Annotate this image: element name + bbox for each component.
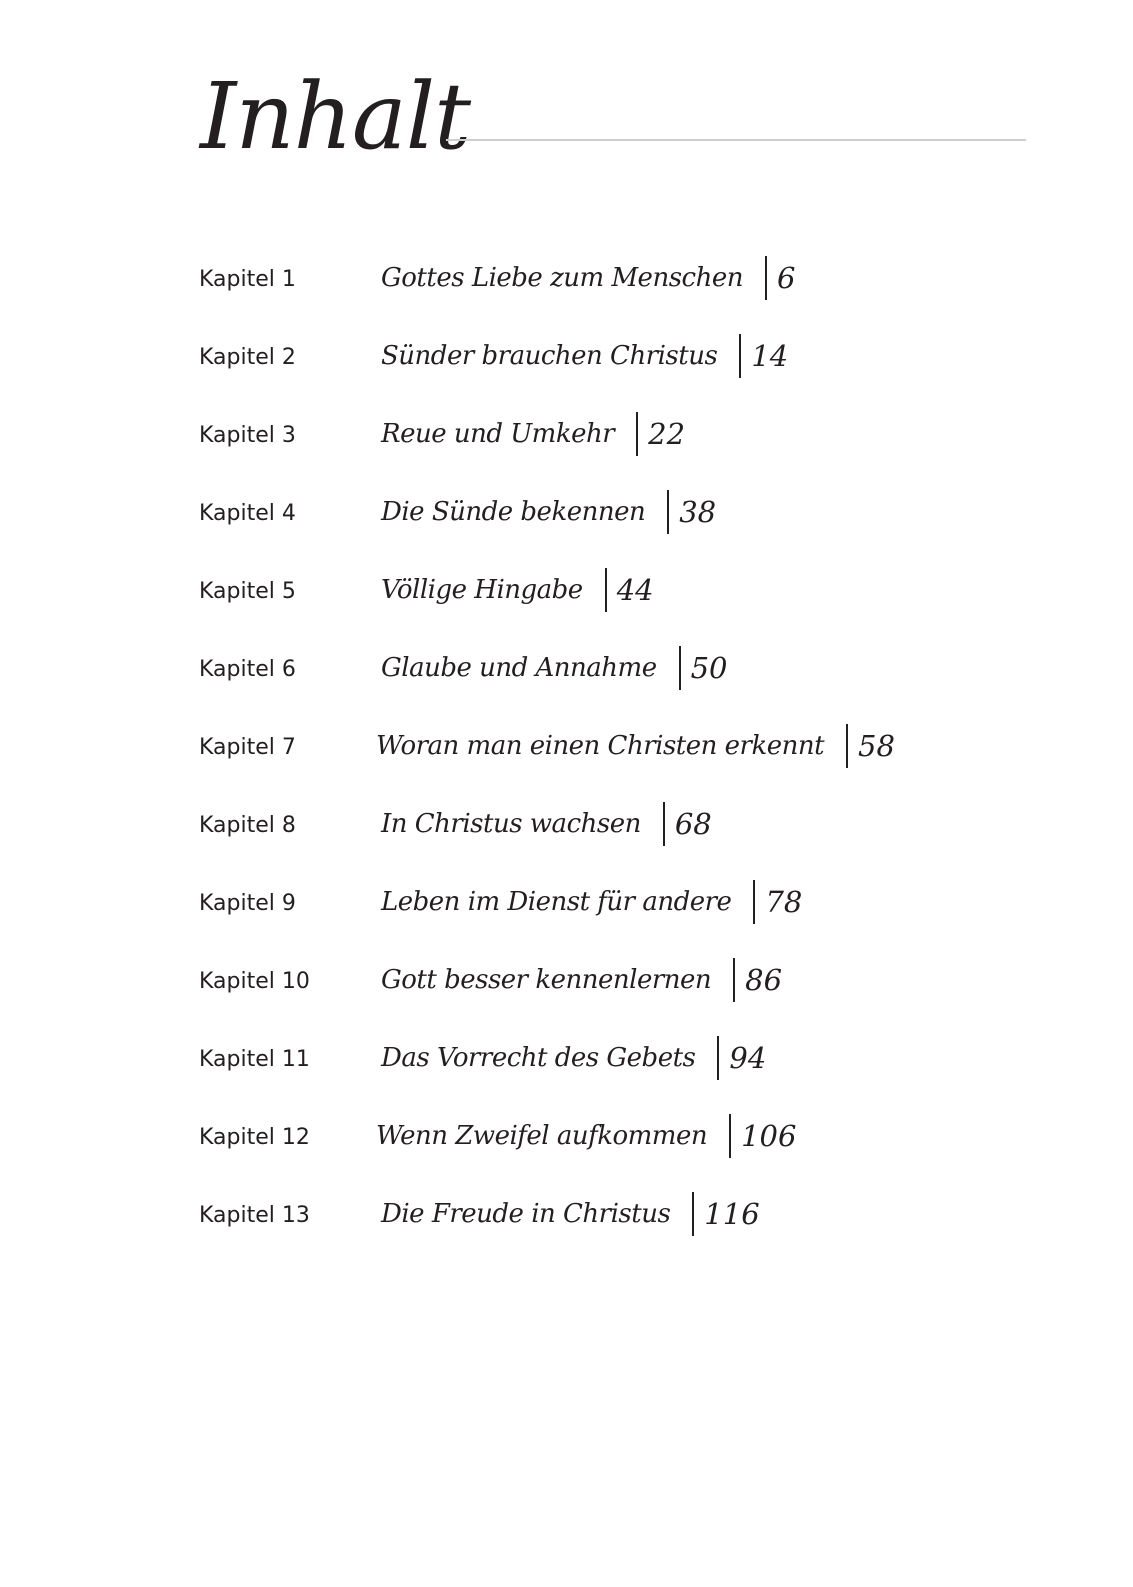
page-title: Inhalt [200,63,471,170]
chapter-title: Gott besser kennenlernen [381,965,712,995]
separator [679,646,681,690]
chapter-entry [381,644,727,692]
page-number: 94 [729,1041,767,1075]
chapter-title: Glaube und Annahme [381,653,657,683]
separator [765,256,767,300]
toc-row-10[interactable] [0,952,1133,1012]
chapter-title: Die Sünde bekennen [381,497,646,527]
page-number: 86 [745,963,783,997]
page-number: 22 [648,417,686,451]
chapter-label: Kapitel 7 [199,735,296,760]
chapter-entry [381,800,712,848]
chapter-label: Kapitel 8 [199,813,296,838]
page-number: 78 [765,885,803,919]
chapter-label: Kapitel 10 [199,969,310,994]
chapter-label: Kapitel 13 [199,1203,310,1228]
chapter-entry [381,1034,766,1082]
chapter-label: Kapitel 1 [199,267,296,292]
toc-row-4[interactable] [0,484,1133,544]
page-number: 14 [751,339,789,373]
separator [663,802,665,846]
chapter-entry [381,1190,760,1238]
separator [605,568,607,612]
separator [846,724,848,768]
chapter-title: Sünder brauchen Christus [381,341,718,371]
chapter-entry [381,566,654,614]
page-number: 6 [776,261,796,295]
chapter-title: Woran man einen Christen erkennt [376,731,825,761]
page-number: 116 [704,1197,760,1231]
title-rule [446,139,1026,141]
chapter-title: Leben im Dienst für andere [381,887,732,917]
chapter-label: Kapitel 6 [199,657,296,682]
separator [753,880,755,924]
chapter-label: Kapitel 12 [199,1125,310,1150]
toc-row-5[interactable] [0,562,1133,622]
separator [729,1114,731,1158]
page-number: 106 [741,1119,797,1153]
toc-row-12[interactable] [0,1108,1133,1168]
separator [733,958,735,1002]
chapter-title: Das Vorrecht des Gebets [381,1043,696,1073]
chapter-title: Reue und Umkehr [381,419,615,449]
chapter-label: Kapitel 2 [199,345,296,370]
toc-row-6[interactable] [0,640,1133,700]
page-number: 68 [674,807,712,841]
chapter-title: In Christus wachsen [381,809,641,839]
toc-row-7[interactable] [0,718,1133,778]
chapter-label: Kapitel 5 [199,579,296,604]
separator [636,412,638,456]
chapter-label: Kapitel 4 [199,501,296,526]
separator [667,490,669,534]
toc-row-8[interactable] [0,796,1133,856]
chapter-entry [381,332,788,380]
chapter-entry [381,488,716,536]
toc-row-9[interactable] [0,874,1133,934]
chapter-title: Wenn Zweifel aufkommen [376,1121,708,1151]
separator [717,1036,719,1080]
separator [692,1192,694,1236]
chapter-title: Völlige Hingabe [381,575,583,605]
toc-row-3[interactable] [0,406,1133,466]
chapter-title: Die Freude in Christus [381,1199,671,1229]
chapter-label: Kapitel 11 [199,1047,310,1072]
page-number: 38 [679,495,717,529]
page-number: 58 [858,729,895,763]
chapter-entry [381,410,685,458]
chapter-entry [376,1112,796,1160]
chapter-entry [381,254,795,302]
chapter-label: Kapitel 9 [199,891,296,916]
toc-row-2[interactable] [0,328,1133,388]
chapter-entry [381,878,802,926]
page-number: 44 [616,573,654,607]
toc-row-11[interactable] [0,1030,1133,1090]
toc-row-1[interactable] [0,250,1133,310]
chapter-entry [381,956,782,1004]
separator [739,334,741,378]
toc-row-13[interactable] [0,1186,1133,1246]
chapter-label: Kapitel 3 [199,423,296,448]
chapter-title: Gottes Liebe zum Menschen [381,263,743,293]
chapter-entry [376,722,895,770]
page-number: 50 [690,651,728,685]
